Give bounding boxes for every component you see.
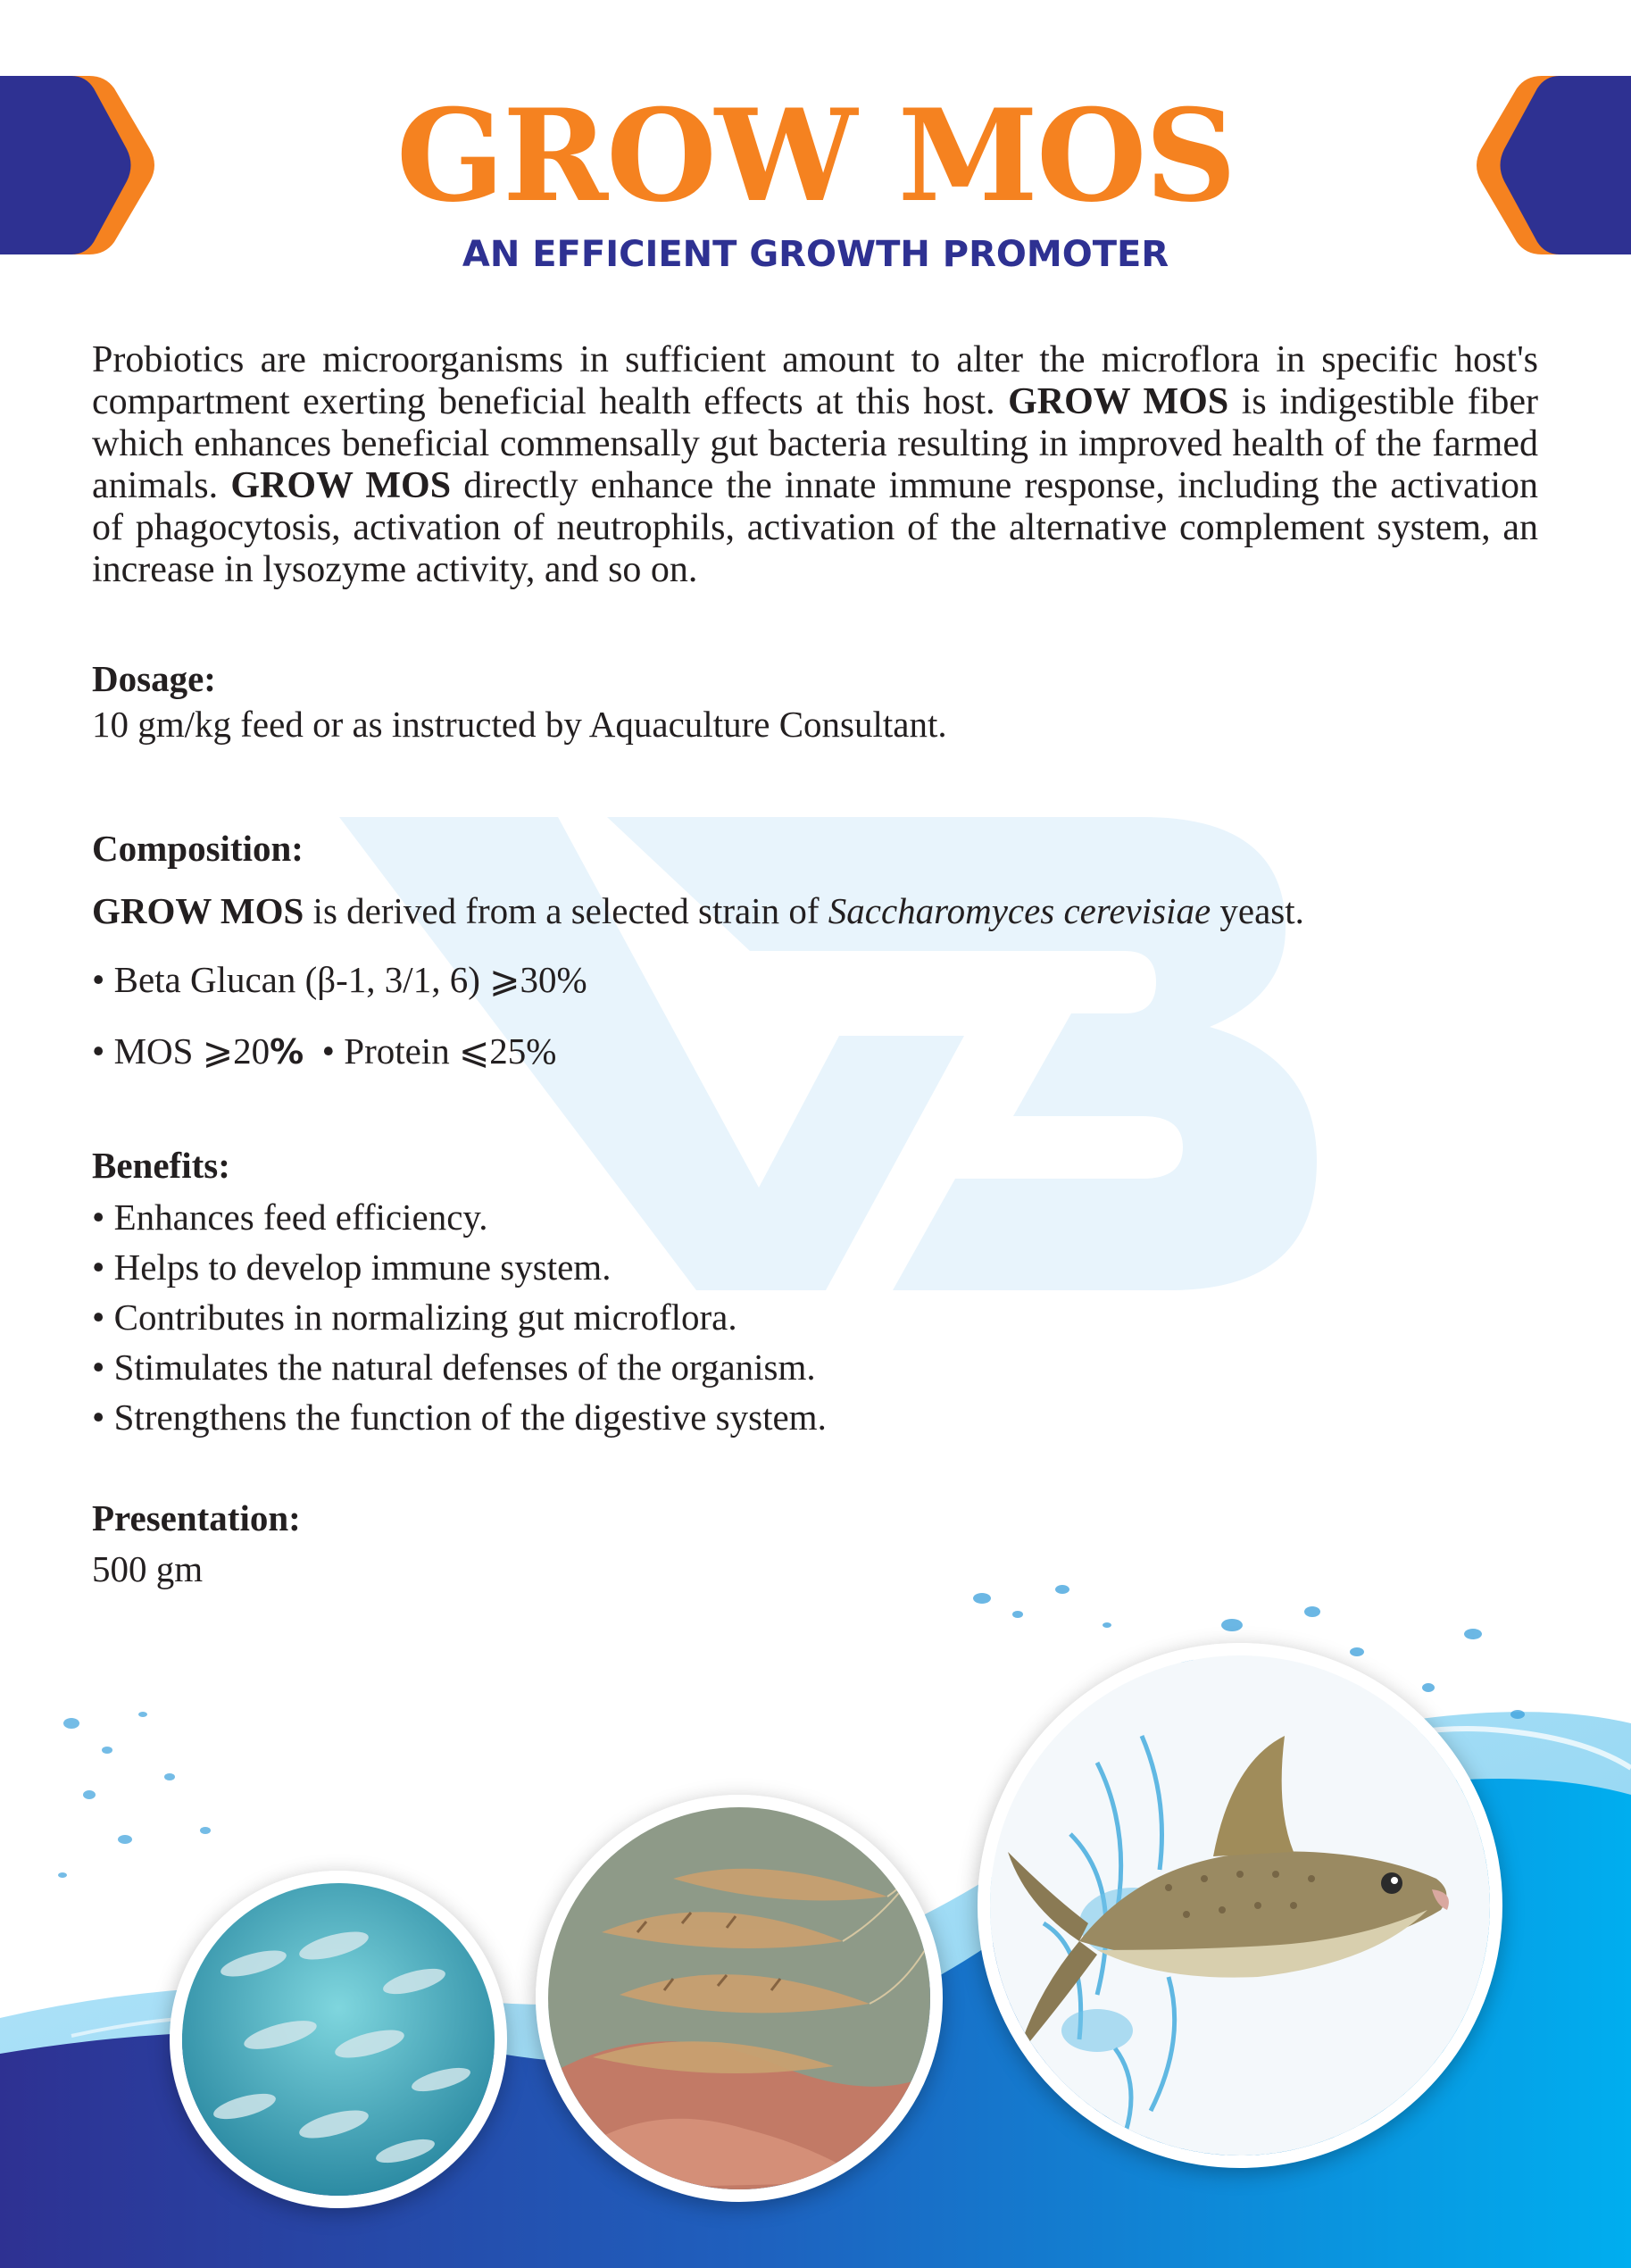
composition-tail: yeast. — [1219, 890, 1304, 931]
composition-species: Saccharomyces cerevisiae — [828, 890, 1211, 931]
composition-brand: GROW MOS — [92, 890, 304, 931]
left-splash-droplets — [36, 1697, 268, 1929]
fish-school-photo — [170, 1871, 507, 2208]
composition-protein: • Protein ⩽25% — [321, 1030, 557, 1071]
composition-mos-percent: % — [270, 1032, 304, 1071]
product-title: GROW MOS — [395, 82, 1236, 230]
benefit-item: • Stimulates the natural defenses of the organism. — [92, 1347, 816, 1388]
composition-derived-line — [92, 888, 1304, 933]
presentation-heading: Presentation: — [92, 1497, 301, 1538]
product-subtitle: AN EFFICIENT GROWTH PROMOTER — [462, 234, 1169, 275]
shrimp-in-hand-photo — [536, 1795, 943, 2202]
benefit-item: • Helps to develop immune system. — [92, 1247, 612, 1288]
benefits-heading: Benefits: — [92, 1145, 230, 1186]
presentation-text: 500 gm — [92, 1548, 204, 1589]
composition-mos-protein-line — [92, 1029, 556, 1074]
composition-mos: • MOS ⩾20 — [92, 1030, 270, 1071]
benefit-item: • Strengthens the function of the digestive system. — [92, 1397, 827, 1438]
composition-derived-text: is derived from a selected strain of — [312, 890, 820, 931]
dosage-heading: Dosage: — [92, 658, 216, 699]
intro-text-3: directly enhance the innate immune response, including the activation of phagocytosis, activation of neutrophils, activation of the alternative complement system, an increase in lysozyme activity, and so on. — [92, 465, 1538, 590]
benefit-item: • Contributes in normalizing gut microflora. — [92, 1297, 737, 1338]
intro-text-1: Probiotics are microorganisms in sufficient amount to alter the microflora in specific host's compartment exerting beneficial health effects at this host. — [92, 339, 1538, 422]
intro-text-2: is indigestible fiber which enhances beneficial commensally gut bacteria resulting in improved health of the farmed animals. — [92, 381, 1539, 506]
dosage-text: 10 gm/kg feed or as instructed by Aquaculture Consultant. — [92, 704, 947, 745]
intro-brand-2: GROW MOS — [230, 465, 452, 506]
benefit-item: • Enhances feed efficiency. — [92, 1197, 488, 1238]
fish-splash-photo — [978, 1643, 1502, 2168]
intro-brand-1: GROW MOS — [1008, 381, 1229, 422]
composition-beta-glucan: • Beta Glucan (β-1, 3/1, 6) ⩾30% — [92, 959, 587, 1000]
intro-paragraph — [92, 339, 1538, 591]
composition-heading: Composition: — [92, 828, 304, 869]
